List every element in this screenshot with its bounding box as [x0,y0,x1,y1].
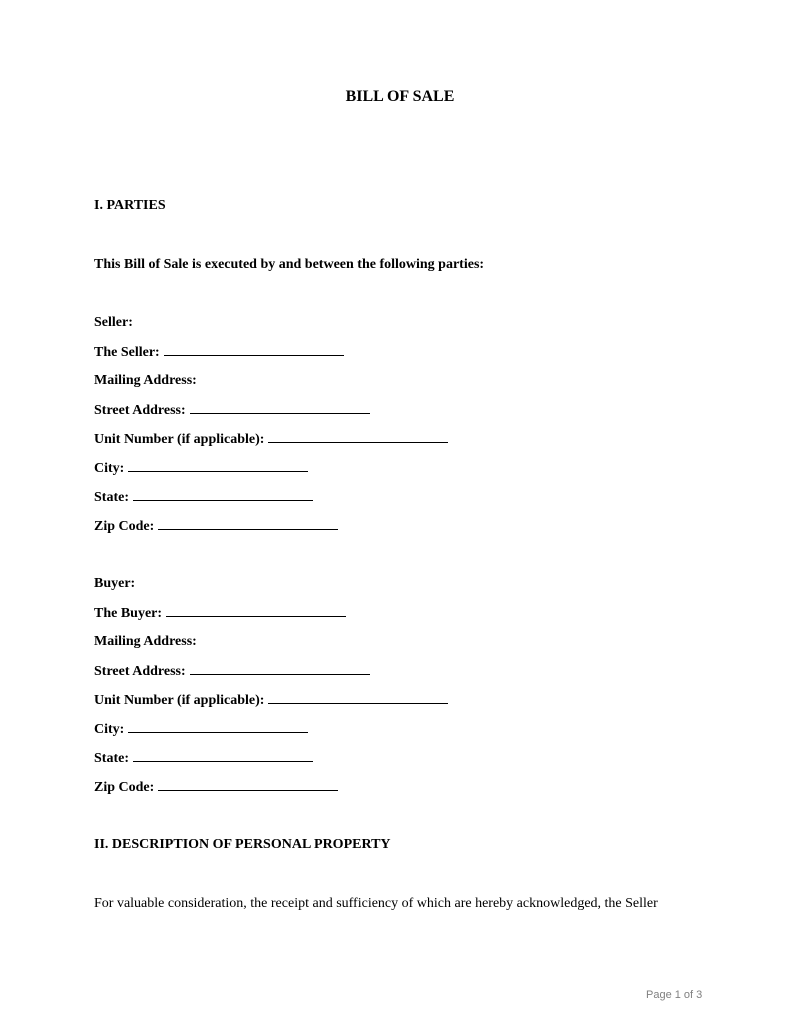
section-heading-parties: I. PARTIES [94,198,166,213]
seller-zip-field[interactable] [158,517,338,530]
seller-street-field[interactable] [190,401,370,414]
buyer-unit-field[interactable] [268,691,448,704]
buyer-name-label: The Buyer: [94,606,163,621]
seller-state-label: State: [94,490,129,505]
seller-state-row [94,488,313,507]
seller-city-row [94,459,308,478]
page-number: Page 1 of 3 [646,989,703,1001]
document-title: BILL OF SALE [345,88,455,105]
seller-zip-row [94,517,338,536]
buyer-street-field[interactable] [190,662,370,675]
buyer-unit-label: Unit Number (if applicable): [94,693,265,708]
buyer-state-field[interactable] [133,749,313,762]
seller-zip-label: Zip Code: [94,519,155,534]
seller-street-row [94,401,370,420]
seller-name-row [94,343,344,362]
parties-intro-text: This Bill of Sale is executed by and between the following parties: [94,257,485,272]
buyer-state-row [94,749,313,768]
seller-heading: Seller: [94,315,133,330]
buyer-zip-row [94,778,338,797]
seller-city-label: City: [94,461,125,476]
buyer-name-row [94,604,346,623]
seller-state-field[interactable] [133,488,313,501]
buyer-city-label: City: [94,722,125,737]
seller-street-label: Street Address: [94,403,186,418]
buyer-heading: Buyer: [94,576,136,591]
buyer-name-field[interactable] [166,604,346,617]
buyer-state-label: State: [94,751,129,766]
buyer-unit-row [94,691,448,710]
buyer-city-row [94,720,308,739]
buyer-city-field[interactable] [128,720,308,733]
description-paragraph: For valuable consideration, the receipt and sufficiency of which are hereby acknowledged, the Seller [94,896,658,911]
section-heading-description: II. DESCRIPTION OF PERSONAL PROPERTY [94,837,391,852]
seller-unit-row [94,430,448,449]
seller-unit-label: Unit Number (if applicable): [94,432,265,447]
buyer-zip-label: Zip Code: [94,780,155,795]
buyer-mailing-label: Mailing Address: [94,634,197,649]
seller-name-label: The Seller: [94,345,160,360]
buyer-zip-field[interactable] [158,778,338,791]
seller-mailing-label: Mailing Address: [94,373,197,388]
seller-unit-field[interactable] [268,430,448,443]
seller-name-field[interactable] [164,343,344,356]
seller-city-field[interactable] [128,459,308,472]
buyer-street-row [94,662,370,681]
buyer-street-label: Street Address: [94,664,186,679]
